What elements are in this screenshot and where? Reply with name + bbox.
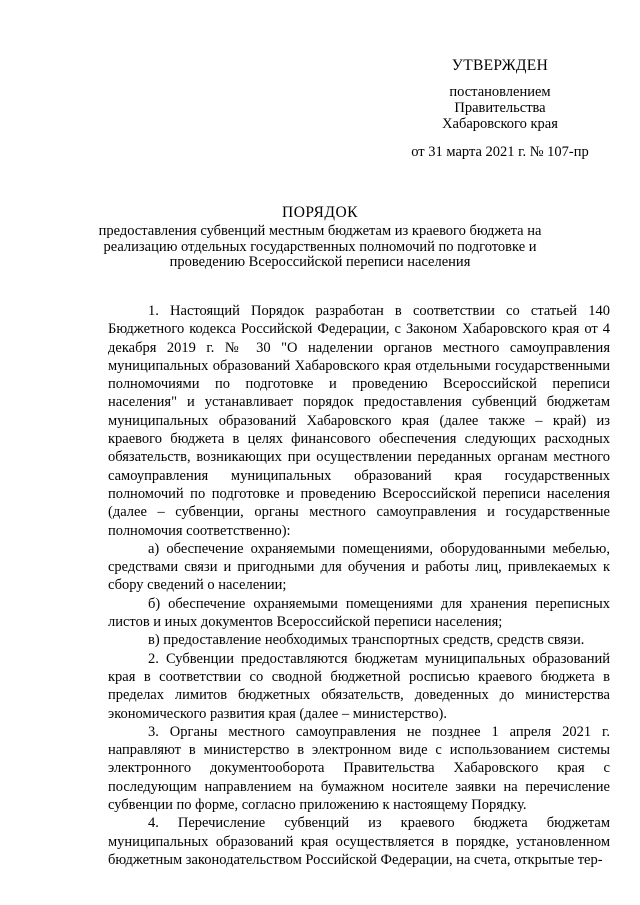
paragraph-3: 3. Органы местного самоуправления не позднее 1 апреля 2021 г. направляют в министерство в электронном виде с использованием системы электронного документооборота Правительства Хабаровского края с последующим направлением на бумажном носителе заявки на перечисление субвенции по форме, согласно приложению к настоящему Порядку. bbox=[108, 723, 610, 814]
approval-stamp bbox=[400, 58, 600, 160]
document-subtitle: предоставления субвенций местным бюджетам из краевого бюджета на реализацию отдельных государственных полномочий по подготовке и проведению Всероссийской переписи населения bbox=[98, 223, 542, 270]
paragraph-1b: б) обеспечение охраняемыми помещениями для хранения переписных листов и иных документов Всероссийской переписи населения; bbox=[108, 595, 610, 631]
paragraph-1: 1. Настоящий Порядок разработан в соответствии со статьей 140 Бюджетного кодекса Российской Федерации, с Законом Хабаровского края от 4 декабря 2019 г. № 30 "О наделении органов местного самоуправления муниципальных образований Хабаровского края отдельными государственными полномочиями по подготовке и проведению Всероссийской переписи населения" и устанавливает порядок предоставления субвенций бюджетам муниципальных образований Хабаровского края (далее также – край) из краевого бюджета в целях финансового обеспечения следующих расходных обязательств, возникающих при осуществлении переданных органам местного самоуправления муниципальных образований края государственных полномочий по подготовке и проведению Всероссийской переписи населения (далее – субвенции, органы местного самоуправления и государственные полномочия соответственно): bbox=[108, 303, 610, 539]
document-body bbox=[108, 302, 610, 869]
paragraph-4: 4. Перечисление субвенций из краевого бюджета бюджетам муниципальных образований края осуществляется в порядке, установленном бюджетным законодательством Российской Федерации, на счета, открытые тер- bbox=[108, 815, 610, 868]
document-title: ПОРЯДОК bbox=[282, 204, 358, 221]
approval-line-3: Хабаровского края bbox=[442, 116, 558, 132]
paragraph-1a: а) обеспечение охраняемыми помещениями, оборудованными мебелью, средствами связи и пригодными для обучения и работы лиц, привлекаемых к сбору сведений о населении; bbox=[108, 540, 610, 594]
paragraph-1c: в) предоставление необходимых транспортных средств, средств связи. bbox=[148, 632, 585, 649]
paragraph-2: 2. Субвенции предоставляются бюджетам муниципальных образований края в соответствии со сводной бюджетной росписью краевого бюджета в пределах лимитов бюджетных обязательств, доведенных до министерства экономического развития края (далее – министерство). bbox=[108, 650, 610, 722]
approval-line-2: Правительства bbox=[454, 100, 546, 116]
approval-title: УТВЕРЖДЕН bbox=[451, 57, 549, 74]
approval-date: от 31 марта 2021 г. № 107-пр bbox=[411, 144, 589, 160]
approval-line-1: постановлением bbox=[449, 84, 551, 100]
